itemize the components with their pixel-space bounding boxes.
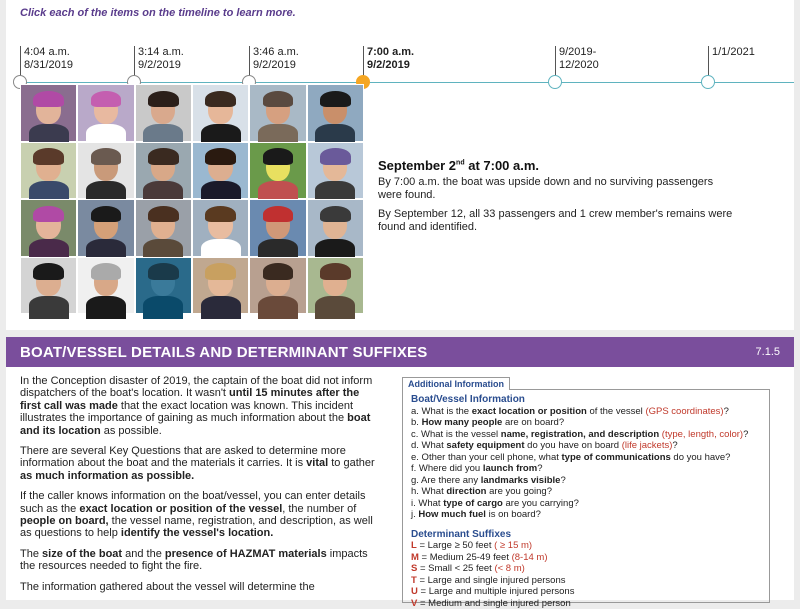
section-title: BOAT/VESSEL DETAILS AND DETERMINANT SUFFIXES — [20, 344, 427, 361]
timeline-time: 1/1/2021 — [712, 46, 755, 59]
body-paragraph — [20, 581, 380, 593]
text-span: The — [20, 548, 42, 560]
timeline-tick — [134, 46, 135, 76]
text-span: do you have? — [671, 452, 731, 463]
emphasis-text: direction — [446, 486, 486, 497]
text-span: There are several Key Questions that are asked to determine more information about the boat and the materials it carries. It is — [20, 445, 346, 469]
timeline-time: 3:46 a.m. — [253, 46, 299, 59]
emphasis-text: as much information as possible. — [20, 470, 194, 482]
emphasis-text: type of communications — [562, 452, 671, 463]
text-span: c. What is the vessel — [411, 429, 501, 440]
victim-photo — [249, 257, 306, 315]
key-questions-list — [411, 406, 761, 521]
victim-photo — [20, 257, 77, 315]
text-span: a. What is the — [411, 406, 472, 417]
suffix-code: U — [411, 586, 418, 597]
text-span: and the — [122, 548, 165, 560]
emphasis-text: vital — [306, 457, 328, 469]
additional-info-content — [402, 389, 770, 603]
detail-paragraph: By 7:00 a.m. the boat was upside down and no surviving passengers were found. — [378, 176, 738, 202]
victim-photo — [135, 257, 192, 315]
text-span: = Small < 25 feet — [417, 563, 494, 574]
key-question — [411, 417, 761, 429]
emphasis-text: exact location or position of the vessel — [79, 503, 282, 515]
key-question — [411, 429, 761, 441]
text-span: ? — [537, 463, 542, 474]
timeline-date: 9/2/2019 — [138, 59, 184, 72]
timeline-instruction: Click each of the items on the timeline to learn more. — [20, 7, 296, 19]
key-question — [411, 475, 761, 487]
text-span: do you have on board — [525, 440, 622, 451]
timeline-label — [138, 46, 184, 72]
timeline-tick — [20, 46, 21, 76]
victims-photo-grid — [20, 84, 364, 314]
hint-text: ( ≥ 15 m) — [494, 540, 532, 551]
victim-photo — [307, 199, 364, 257]
victim-photo — [20, 84, 77, 142]
text-span: impacts the resources needed to fight the fire. — [20, 548, 368, 572]
key-question — [411, 486, 761, 498]
text-span: the vessel name, registration, and description, as well as questions to help — [20, 515, 373, 539]
victim-photo — [192, 84, 249, 142]
timeline-label — [367, 46, 414, 72]
timeline-tick — [249, 46, 250, 76]
additional-info-tab[interactable]: Additional Information — [402, 377, 510, 390]
suffix-code: M — [411, 552, 419, 563]
suffix-item — [411, 552, 761, 564]
victim-photo — [307, 84, 364, 142]
timeline-dot[interactable] — [701, 75, 715, 89]
victim-photo — [77, 257, 134, 315]
timeline-time: 7:00 a.m. — [367, 46, 414, 59]
victim-photo — [249, 84, 306, 142]
suffix-item — [411, 575, 761, 587]
victim-photo — [307, 142, 364, 200]
body-paragraph — [20, 445, 380, 482]
text-span: ? — [560, 475, 565, 486]
suffix-item — [411, 563, 761, 575]
victim-photo — [135, 84, 192, 142]
text-span: are on board? — [502, 417, 564, 428]
text-span: = Medium and single injured person — [417, 598, 570, 609]
suffix-item — [411, 586, 761, 598]
victim-photo — [77, 142, 134, 200]
hint-text: (type, length, color) — [662, 429, 743, 440]
text-span: as possible. — [101, 425, 162, 437]
suffix-heading: Determinant Suffixes — [411, 529, 761, 541]
text-span: j. — [411, 509, 418, 520]
emphasis-text: size of the boat — [42, 548, 122, 560]
section-header — [6, 337, 794, 367]
text-span: d. What — [411, 440, 446, 451]
content-panel — [6, 367, 794, 600]
suffix-item — [411, 598, 761, 609]
victim-photo — [135, 199, 192, 257]
text-span: is on board? — [486, 509, 541, 520]
text-span: ? — [743, 429, 748, 440]
emphasis-text: exact location or position — [472, 406, 587, 417]
emphasis-text: presence of HAZMAT materials — [165, 548, 327, 560]
text-span: = Medium 25-49 feet — [419, 552, 512, 563]
victim-photo — [77, 84, 134, 142]
emphasis-text: landmarks visible — [481, 475, 561, 486]
emphasis-text: boat and its location — [20, 412, 370, 436]
timeline-date: 9/2/2019 — [253, 59, 299, 72]
timeline-label — [559, 46, 599, 72]
timeline-label — [712, 46, 755, 59]
timeline-date: 8/31/2019 — [24, 59, 73, 72]
victim-photo — [249, 142, 306, 200]
emphasis-text: people on board, — [20, 515, 109, 527]
timeline-date: 12/2020 — [559, 59, 599, 72]
timeline-dot[interactable] — [548, 75, 562, 89]
timeline-time: 3:14 a.m. — [138, 46, 184, 59]
text-span: h. What — [411, 486, 446, 497]
text-span: = Large and multiple injured persons — [418, 586, 575, 597]
timeline-time: 4:04 a.m. — [24, 46, 73, 59]
vessel-info-heading: Boat/Vessel Information — [411, 394, 761, 406]
key-question — [411, 406, 761, 418]
text-span: i. What — [411, 498, 443, 509]
hint-text: (GPS coordinates) — [645, 406, 723, 417]
text-span: If the caller knows information on the boat/vessel, you can enter details such as the — [20, 490, 365, 514]
timeline-time: 9/2019- — [559, 46, 599, 59]
hint-text: (8-14 m) — [512, 552, 548, 563]
suffix-code: L — [411, 540, 417, 551]
text-span: In the Conception disaster of 2019, the captain of the boat did not inform dispatchers of the boat's location. It wasn't — [20, 375, 372, 399]
text-span: to gather — [328, 457, 374, 469]
detail-title: September 2nd at 7:00 a.m. — [378, 158, 738, 173]
victim-photo — [307, 257, 364, 315]
text-span: are you going? — [487, 486, 553, 497]
key-question — [411, 463, 761, 475]
key-question — [411, 498, 761, 510]
timeline-tick — [708, 46, 709, 76]
suffix-list — [411, 540, 761, 609]
text-span: The information gathered about the vessel will determine the — [20, 581, 315, 593]
timeline-detail — [378, 158, 738, 240]
victim-photo — [192, 257, 249, 315]
text-span: are you carrying? — [503, 498, 579, 509]
timeline-tick — [555, 46, 556, 76]
victim-photo — [249, 199, 306, 257]
text-span: = Large and single injured persons — [417, 575, 566, 586]
suffix-code: S — [411, 563, 417, 574]
key-question — [411, 452, 761, 464]
timeline-tick — [363, 46, 364, 76]
emphasis-text: until 15 minutes after the first call was made — [20, 387, 359, 411]
victim-photo — [192, 199, 249, 257]
text-span: b. — [411, 417, 422, 428]
detail-paragraph: By September 12, all 33 passengers and 1 crew member's remains were found and identified. — [378, 208, 738, 234]
timeline-label — [253, 46, 299, 72]
body-text — [20, 375, 380, 601]
suffix-item — [411, 540, 761, 552]
text-span: ? — [672, 440, 677, 451]
text-span: f. Where did you — [411, 463, 483, 474]
emphasis-text: identify the vessel's location. — [121, 527, 273, 539]
suffix-code: T — [411, 575, 417, 586]
text-span: g. Are there any — [411, 475, 481, 486]
text-span: of the vessel — [587, 406, 646, 417]
emphasis-text: How many people — [422, 417, 503, 428]
text-span: e. Other than your cell phone, what — [411, 452, 562, 463]
victim-photo — [192, 142, 249, 200]
victim-photo — [135, 142, 192, 200]
hint-text: (life jackets) — [622, 440, 673, 451]
victim-photo — [77, 199, 134, 257]
body-paragraph — [20, 375, 380, 437]
text-span: that the exact location was known. This incident illustrates the importance of gaining as much information about the — [20, 400, 353, 424]
emphasis-text: How much fuel — [418, 509, 486, 520]
body-paragraph — [20, 548, 380, 573]
hint-text: (< 8 m) — [494, 563, 524, 574]
emphasis-text: type of cargo — [443, 498, 503, 509]
text-span: , the number of — [282, 503, 356, 515]
text-span: ? — [724, 406, 729, 417]
emphasis-text: name, registration, and description — [501, 429, 659, 440]
additional-info-box — [402, 377, 770, 603]
key-question — [411, 509, 761, 521]
timeline-date: 9/2/2019 — [367, 59, 414, 72]
section-number: 7.1.5 — [756, 346, 780, 358]
victim-photo — [20, 199, 77, 257]
timeline-label — [24, 46, 73, 72]
text-span: = Large ≥ 50 feet — [417, 540, 494, 551]
emphasis-text: safety equipment — [446, 440, 524, 451]
emphasis-text: launch from — [483, 463, 537, 474]
suffix-code: V — [411, 598, 417, 609]
key-question — [411, 440, 761, 452]
body-paragraph — [20, 490, 380, 540]
victim-photo — [20, 142, 77, 200]
timeline-panel — [6, 0, 794, 330]
